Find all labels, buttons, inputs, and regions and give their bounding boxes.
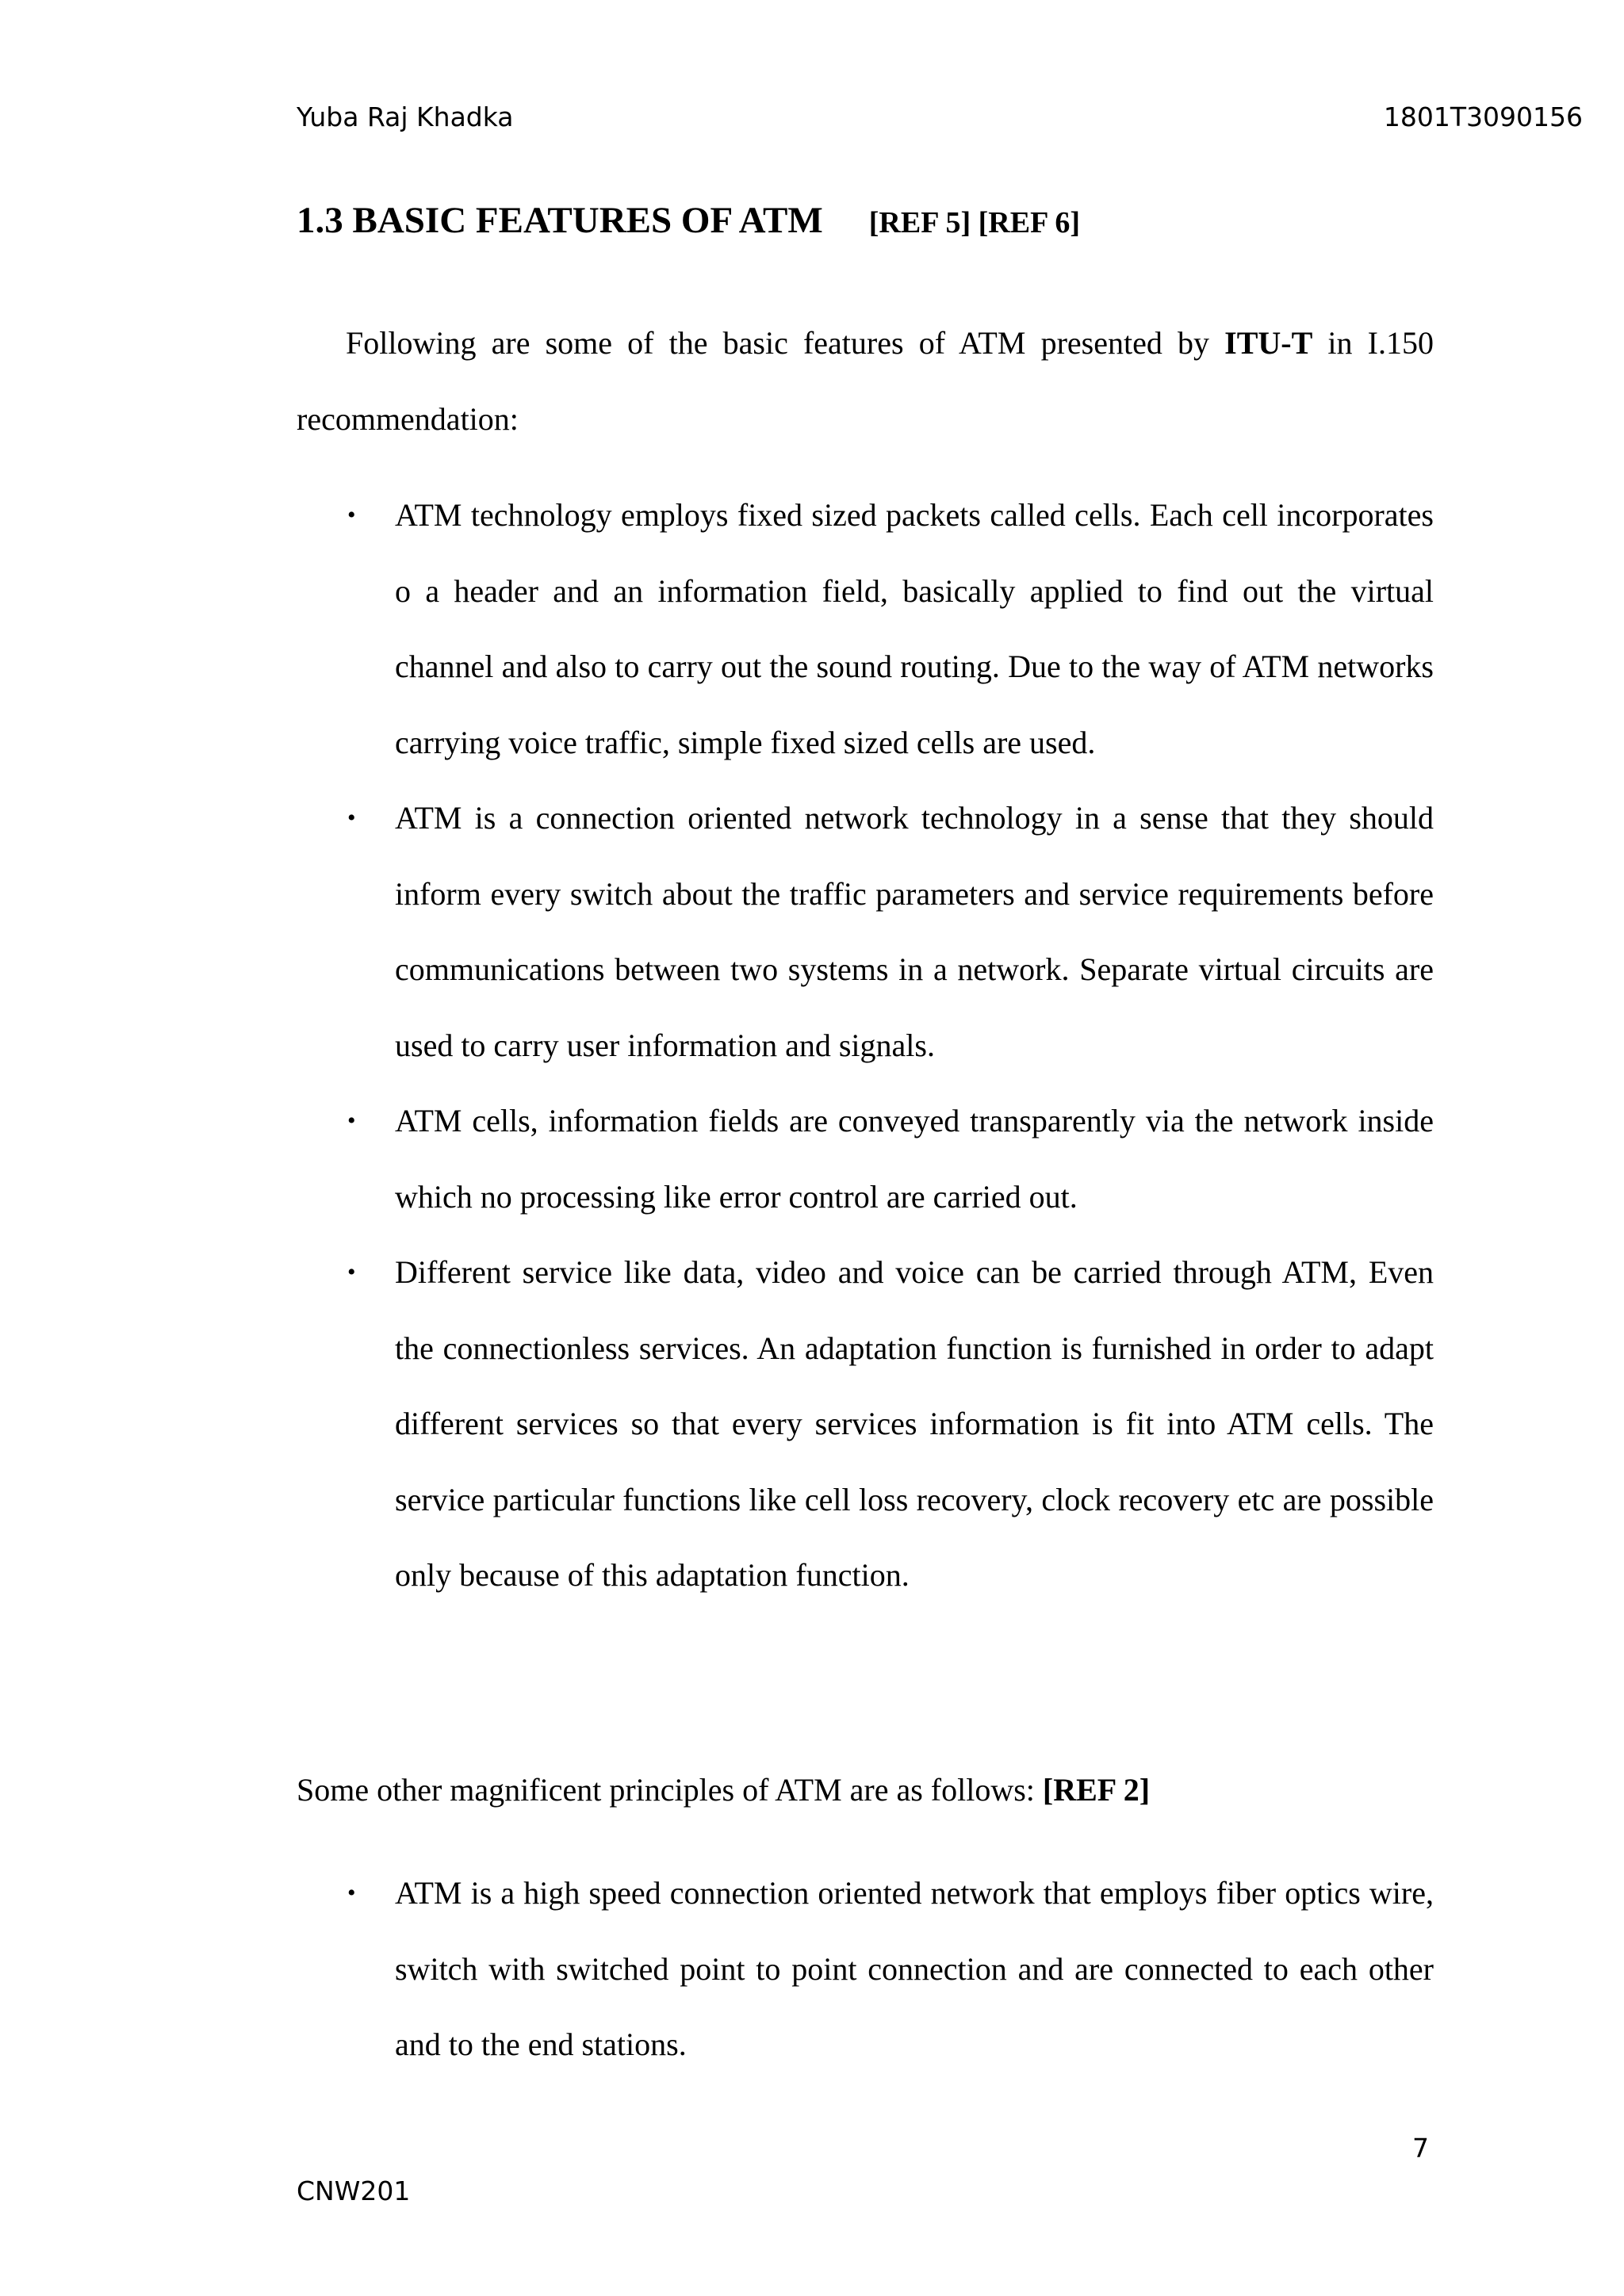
other-principles-text: Some other magnificent principles of ATM are as follows: bbox=[297, 1772, 1043, 1808]
bullet-icon: • bbox=[347, 1259, 356, 1285]
other-principles-intro bbox=[297, 1752, 1434, 1828]
bullet-icon: • bbox=[347, 502, 356, 528]
page-number: 7 bbox=[1412, 2133, 1429, 2164]
bullet-icon: • bbox=[347, 1108, 356, 1134]
list-item-text: ATM is a high speed connection oriented network that employs fiber optics wire, switch with switched point to point connection and are connected to each other and to the end stations. bbox=[395, 1875, 1434, 2062]
bullet-icon: • bbox=[347, 805, 356, 831]
intro-text: Following are some of the basic features of ATM presented by bbox=[346, 325, 1225, 361]
features-list bbox=[297, 477, 1434, 1613]
footer-course-code: CNW201 bbox=[297, 2175, 411, 2206]
list-item bbox=[297, 1083, 1434, 1234]
principles-list bbox=[297, 1855, 1434, 2083]
list-item bbox=[297, 780, 1434, 1083]
header-student-id: 1801T3090156 bbox=[1383, 101, 1583, 132]
list-item-text: ATM is a connection oriented network technology in a sense that they should inform every switch about the traffic parameters and service requirements before communications between two systems in a network. Separate virtual circuits are used to carry user information and signals. bbox=[395, 800, 1434, 1063]
intro-bold-term: ITU-T bbox=[1224, 325, 1313, 361]
section-refs: [REF 5] [REF 6] bbox=[868, 206, 1081, 239]
list-item bbox=[297, 477, 1434, 780]
list-item bbox=[297, 1234, 1434, 1613]
intro-paragraph bbox=[297, 305, 1434, 457]
header-author: Yuba Raj Khadka bbox=[297, 101, 514, 132]
list-item bbox=[297, 1855, 1434, 2083]
section-heading bbox=[297, 197, 1080, 247]
list-item-text: Different service like data, video and voice can be carried through ATM, Even the connectionless services. An adaptation function is furnished in order to adapt different services so that every services information is fit into ATM cells. The service particular functions like cell loss recovery, clock recovery etc are possible only because of this adaptation function. bbox=[395, 1254, 1434, 1593]
intro-text-end: in I.150 recommendation: bbox=[297, 325, 1434, 437]
list-item-text: ATM technology employs fixed sized packets called cells. Each cell incorporates o a header and an information field, basically applied to find out the virtual channel and also to carry out the sound routing. Due to the way of ATM networks carrying voice traffic, simple fixed sized cells are used. bbox=[395, 497, 1434, 760]
bullet-icon: • bbox=[347, 1880, 356, 1906]
list-item-text: ATM cells, information fields are conveyed transparently via the network inside which no processing like error control are carried out. bbox=[395, 1103, 1434, 1215]
other-principles-ref: [REF 2] bbox=[1042, 1772, 1151, 1808]
section-title: 1.3 BASIC FEATURES OF ATM bbox=[297, 200, 823, 241]
